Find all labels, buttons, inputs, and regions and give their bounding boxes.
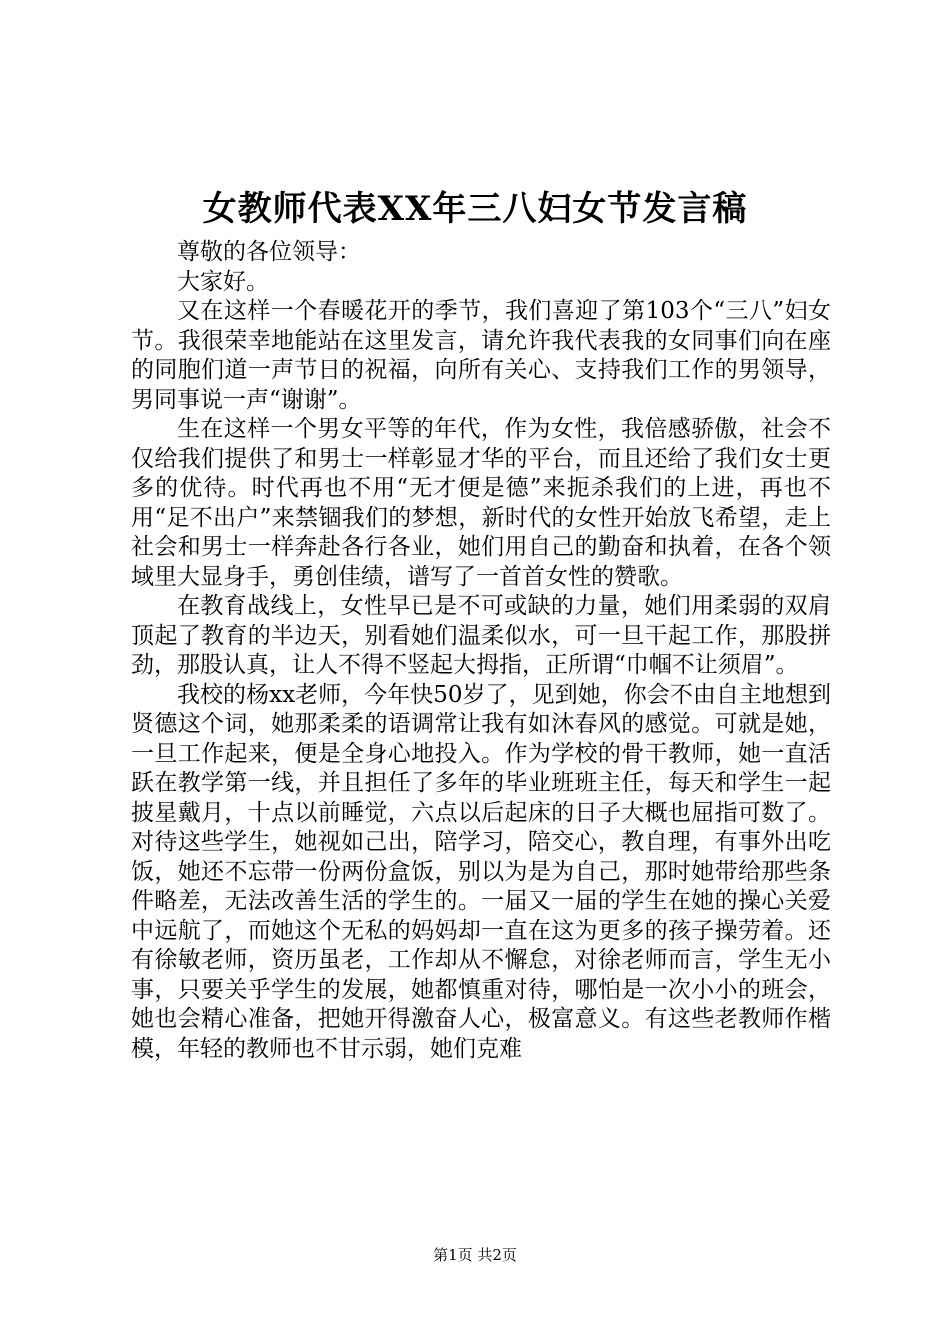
- paragraph: 我校的杨xx老师，今年快50岁了，见到她，你会不由自主地想到贤德这个词，她那柔柔的语调常让我有如沐春风的感觉。可就是她，一旦工作起来，便是全身心地投入。作为学校的骨干教师，她一直活跃在教学第一线，并且担任了多年的毕业班班主任，每天和学生一起披星戴月，十点以前睡觉，六点以后起床的日子大概也屈指可数了。对待这些学生，她视如己出，陪学习，陪交心，教自理，有事外出吃饭，她还不忘带一份两份盒饭，别以为是为自己，那时她带给那些条件略差，无法改善生活的学生的。一届又一届的学生在她的操心关爱中远航了，而她这个无私的妈妈却一直在这为更多的孩子操劳着。还有徐敏老师，资历虽老，工作却从不懈怠，对徐老师而言，学生无小事，只要关乎学生的发展，她都慎重对待，哪怕是一次小小的班会，她也会精心准备，把她开得激奋人心，极富意义。有这些老教师作楷模，年轻的教师也不甘示弱，她们克难: [131, 681, 831, 1062]
- salutation: 尊敬的各位领导：: [177, 239, 361, 265]
- paragraph: 生在这样一个男女平等的年代，作为女性，我倍感骄傲，社会不仅给我们提供了和男士一样彰显才华的平台，而且还给了我们女士更多的优待。时代再也不用“无才便是德”来扼杀我们的上进，再也不用“足不出户”来禁锢我们的梦想，新时代的女性开始放飞希望，走上社会和男士一样奔赴各行各业，她们用自己的勤奋和执着，在各个领域里大显身手，勇创佳绩，谱写了一首首女性的赞歌。: [131, 416, 831, 590]
- document-title: 女教师代表XX年三八妇女节发言稿: [202, 189, 748, 229]
- page-number-footer: 第1页 共2页: [433, 1246, 517, 1264]
- greeting: 大家好。: [177, 268, 269, 295]
- document-body: [131, 238, 831, 1064]
- paragraph: 在教育战线上，女性早已是不可或缺的力量，她们用柔弱的双肩顶起了教育的半边天，别看她们温柔似水，可一旦干起工作，那股拼劲，那股认真，让人不得不竖起大拇指，正所谓“巾帼不让须眉”。: [131, 593, 831, 678]
- paragraph: 又在这样一个春暖花开的季节，我们喜迎了第103个“三八”妇女节。我很荣幸地能站在这里发言，请允许我代表我的女同事们向在座的同胞们道一声节日的祝福，向所有关心、支持我们工作的男领导，男同事说一声“谢谢”。: [131, 298, 831, 413]
